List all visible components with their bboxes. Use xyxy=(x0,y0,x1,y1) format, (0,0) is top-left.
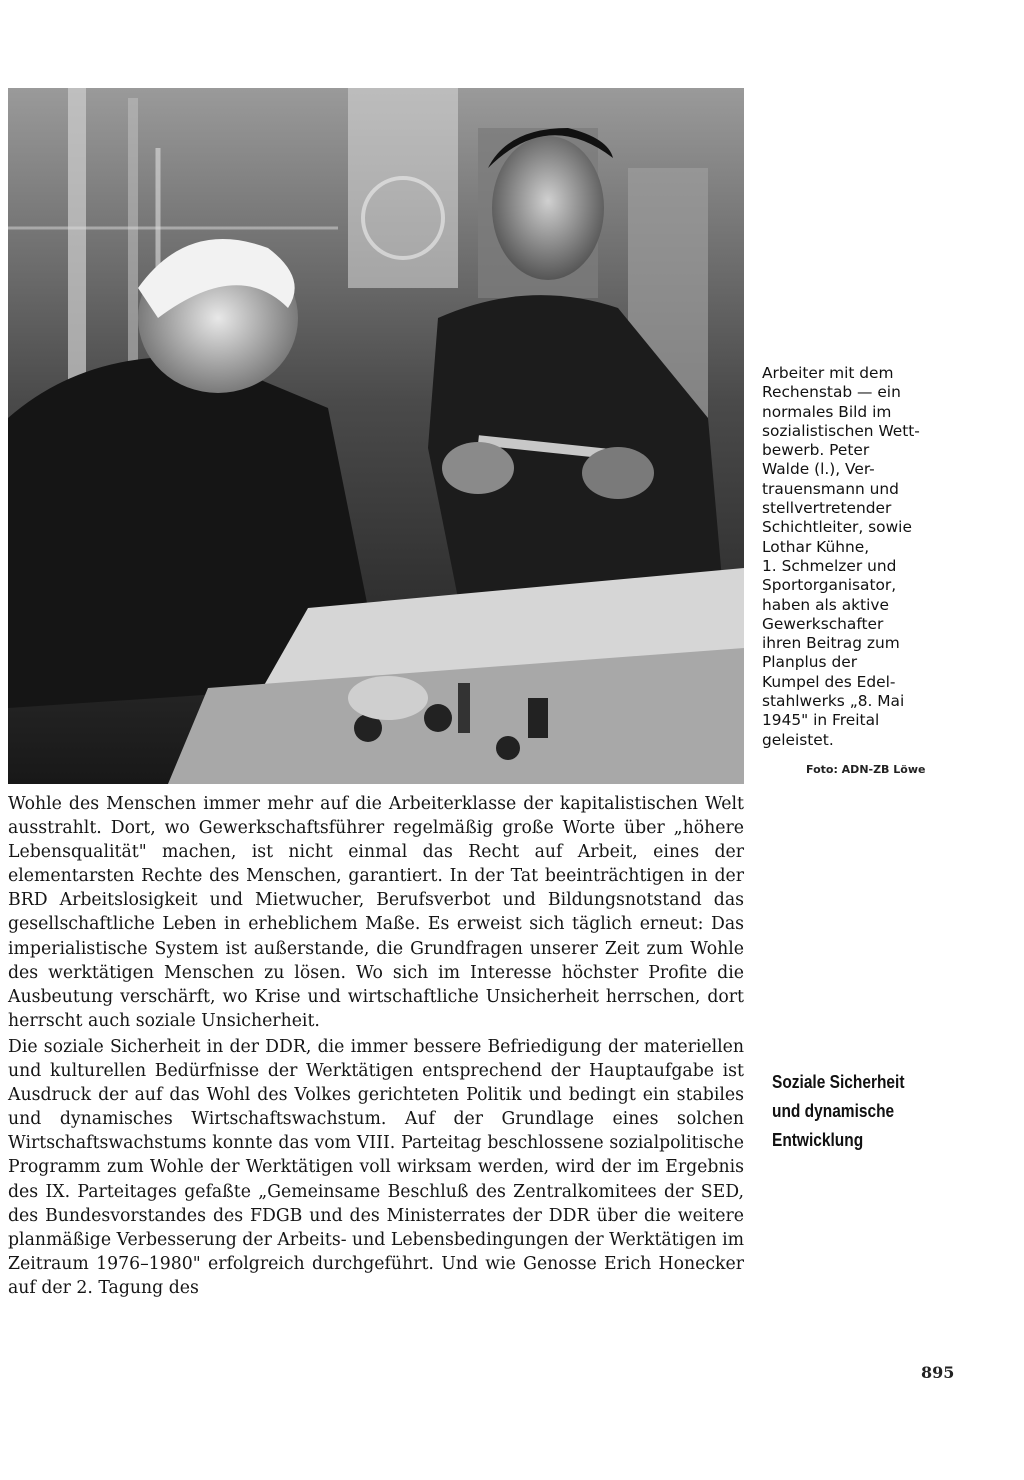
caption-line: sozialistischen Wett- xyxy=(762,421,920,440)
caption-line: bewerb. Peter xyxy=(762,441,870,460)
caption-line: Rechenstab — ein xyxy=(762,383,901,402)
caption-line: stellvertretender xyxy=(762,499,892,518)
side-heading xyxy=(772,1068,927,1155)
caption-line: trauensmann und xyxy=(762,479,899,498)
photo-illustration xyxy=(8,88,744,784)
caption-line: normales Bild im xyxy=(762,402,892,421)
caption-line: 1945" in Freital xyxy=(762,711,880,730)
body-paragraph: Die soziale Sicherheit in der DDR, die immer bessere Befriedigung der materiellen und kulturellen Bedürfnisse der Werktätigen entsprechend der Hauptaufgabe ist Ausdruck der auf das Wohl des Volkes gerichteten Politik und bedingt ein stabiles und dynamisches Wirtschaftswachstum. Auf der Grundlage eines solchen Wirtschaftswachstums konnte das vom VIII. Parteitag beschlossene sozialpolitische Programm zum Wohle der Werktätigen voll wirksam werden, wird der im Ergebnis des IX. Parteitages gefaßte „Gemeinsame Beschluß des Zentralkomitees der SED, des Bundesvorstandes des FDGB und des Ministerrates der DDR über die weitere planmäßige Verbesserung der Arbeits- und Lebensbedingungen der Werktätigen im Zeitraum 1976–1980" erfolgreich durchgeführt. Und wie Genosse Erich Honecker auf der 2. Tagung des xyxy=(8,1036,744,1298)
photo-caption xyxy=(762,364,957,750)
article-photo xyxy=(8,88,744,784)
caption-line: Kumpel des Edel- xyxy=(762,672,896,691)
caption-line: Sportorganisator, xyxy=(762,576,897,595)
photo-credit: Foto: ADN-ZB Löwe xyxy=(806,763,926,776)
side-heading-line: und dynamische xyxy=(772,1101,895,1121)
caption-line: Schichtleiter, sowie xyxy=(762,518,912,537)
body-paragraph: Wohle des Menschen immer mehr auf die Arbeiterklasse der kapitalistischen Welt ausstrahlt. Dort, wo Gewerkschaftsführer regelmäßig große Worte über „höhere Lebensqualität" machen, ist nicht einmal das Recht auf Arbeit, eines der elementarsten Rechte des Menschen, garantiert. In der Tat beeinträchtigen in der BRD Arbeitslosigkeit und Mietwucher, Berufsverbot und Bildungsnotstand das gesellschaftliche Leben in erheblichem Maße. Es erweist sich täglich erneut: Das imperialistische System ist außerstande, die Grundfragen unserer Zeit zum Wohle des werktätigen Menschen zu lösen. Wo sich im Interesse höchster Profite die Ausbeutung verschärft, wo Krise und wirtschaftliche Unsicherheit herrschen, dort herrscht auch soziale Unsicherheit. xyxy=(8,794,744,1031)
caption-line: Walde (l.), Ver- xyxy=(762,460,875,479)
caption-line: Gewerkschafter xyxy=(762,614,884,633)
side-heading-line: Entwicklung xyxy=(772,1130,864,1150)
caption-line: Lothar Kühne, xyxy=(762,537,870,556)
caption-line: 1. Schmelzer und xyxy=(762,556,897,575)
caption-line: geleistet. xyxy=(762,730,834,749)
caption-line: stahlwerks „8. Mai xyxy=(762,692,905,711)
side-heading-line: Soziale Sicherheit xyxy=(772,1072,905,1092)
caption-line: haben als aktive xyxy=(762,595,889,614)
caption-line: ihren Beitrag zum xyxy=(762,634,900,653)
caption-line: Planplus der xyxy=(762,653,858,672)
page-number: 895 xyxy=(921,1363,955,1382)
caption-line: Arbeiter mit dem xyxy=(762,364,894,382)
article-body xyxy=(8,792,744,1300)
